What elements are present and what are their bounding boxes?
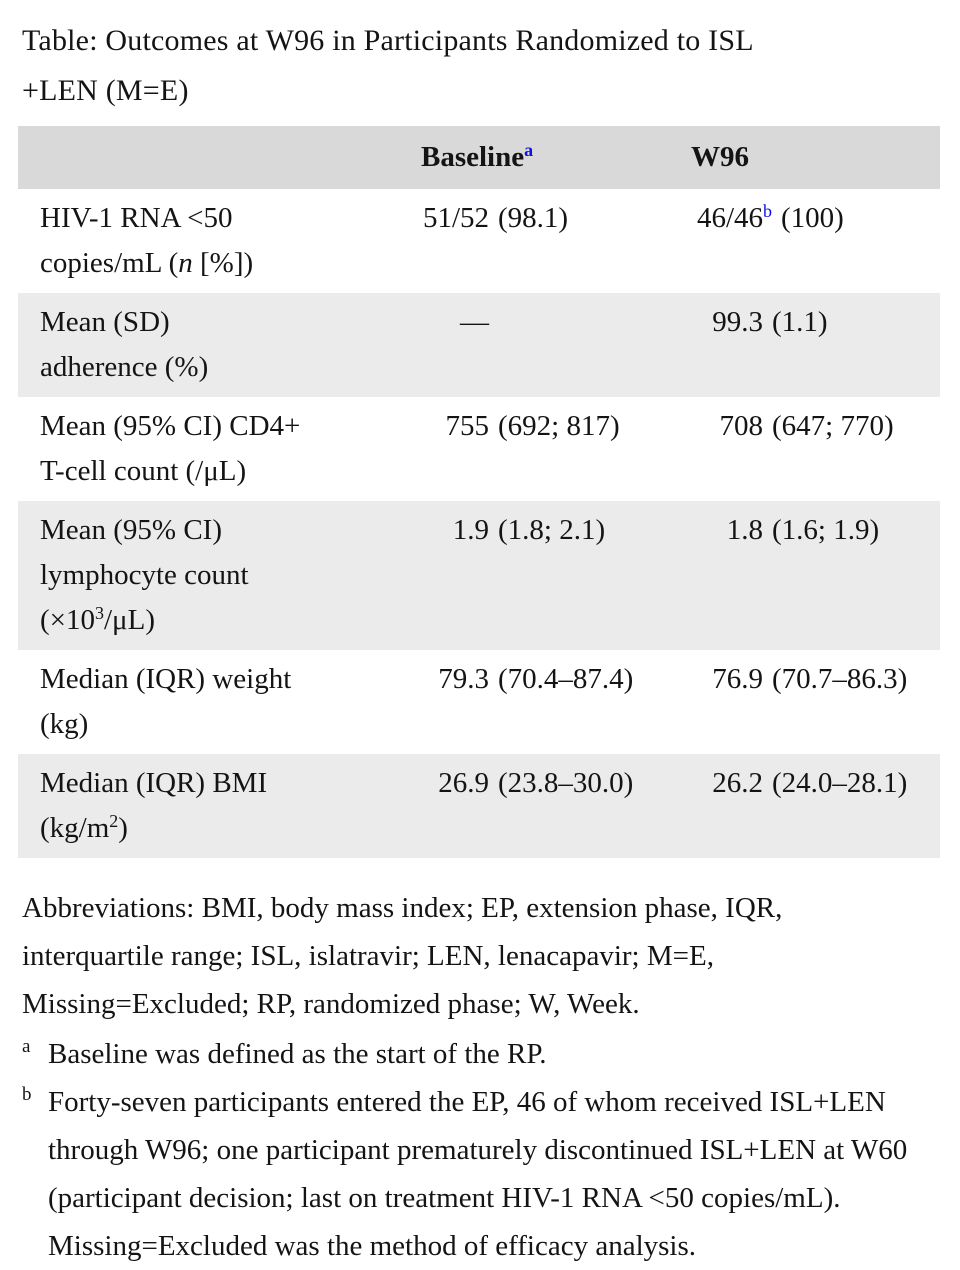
value-parenthetical: (692; 817) — [498, 410, 620, 442]
footnotes — [22, 884, 918, 1270]
row-label — [18, 189, 408, 293]
footnote-marker-a: a — [22, 1036, 31, 1057]
italic-text: n — [178, 247, 193, 279]
table-row — [18, 397, 940, 501]
footnote-list — [22, 1030, 918, 1270]
value-cell — [408, 189, 678, 293]
label-text: [%]) — [192, 247, 254, 279]
value-parenthetical: (1.6; 1.9) — [772, 514, 880, 546]
value-number: 79.3 — [438, 663, 489, 695]
label-text: lymphocyte count — [40, 559, 249, 591]
value-parenthetical: (98.1) — [498, 202, 569, 234]
label-text: HIV-1 RNA <50 — [40, 202, 233, 234]
value-cell — [408, 754, 678, 858]
value-cell — [408, 650, 678, 754]
value-parenthetical: (70.7–86.3) — [772, 663, 908, 695]
label-text: Mean (95% CI) CD4+ — [40, 410, 301, 442]
value-parenthetical: (24.0–28.1) — [772, 767, 908, 799]
value-number: 46/46 — [696, 202, 763, 234]
table-row — [18, 754, 940, 858]
footnote-text: Forty-seven participants entered the EP, 46 of whom received ISL+LEN through W96; one participant prematurely discontinued ISL+LEN at W60 (participant decision; last on treatment HIV-1 RNA <50 copies/mL). Missing=Excluded was the method of efficacy analysis. — [48, 1086, 908, 1262]
superscript-text: 2 — [109, 811, 119, 832]
value-cell — [678, 650, 940, 754]
value-number: 51/52 — [422, 202, 489, 234]
value-cell — [678, 501, 940, 650]
value-parenthetical: (70.4–87.4) — [498, 663, 634, 695]
value-cell — [678, 397, 940, 501]
value-number: 1.8 — [726, 514, 763, 546]
table-header-row — [18, 126, 940, 189]
label-text: T-cell count (/μL) — [40, 455, 247, 487]
value-cell — [408, 501, 678, 650]
row-label — [18, 650, 408, 754]
label-text: copies/mL ( — [40, 247, 179, 279]
value-cell — [678, 293, 940, 397]
table-title-line-2: +LEN (M=E) — [22, 74, 189, 107]
table-title — [22, 16, 940, 116]
value-parenthetical: (647; 770) — [772, 410, 894, 442]
outcomes-table — [18, 126, 940, 858]
table-row — [18, 293, 940, 397]
value-number: 708 — [719, 410, 763, 442]
row-label — [18, 754, 408, 858]
table-row — [18, 650, 940, 754]
header-baseline-label: Baseline — [421, 141, 525, 173]
footnote-text: Baseline was defined as the start of the RP. — [48, 1038, 547, 1070]
table-row — [18, 501, 940, 650]
label-text: Mean (SD) — [40, 306, 170, 338]
footnote-a — [22, 1030, 918, 1078]
table-row — [18, 189, 940, 293]
label-text: adherence (%) — [40, 351, 209, 383]
superscript-text: 3 — [95, 603, 104, 624]
header-cell-baseline — [408, 126, 678, 189]
table-body — [18, 189, 940, 858]
value-number: 1.9 — [452, 514, 489, 546]
value-number: — — [460, 306, 489, 338]
row-label — [18, 501, 408, 650]
row-label — [18, 397, 408, 501]
value-number: 755 — [445, 410, 489, 442]
label-text: (kg) — [40, 708, 89, 740]
footnote-b — [22, 1078, 918, 1270]
value-cell — [408, 293, 678, 397]
footnote-ref-a[interactable]: a — [524, 140, 534, 161]
value-number: 99.3 — [712, 306, 763, 338]
header-cell-w96 — [678, 126, 940, 189]
value-number: 26.2 — [712, 767, 763, 799]
value-parenthetical: (1.8; 2.1) — [498, 514, 606, 546]
label-text: (kg/m — [40, 812, 110, 844]
label-text: Mean (95% CI) — [40, 514, 223, 546]
value-cell — [678, 754, 940, 858]
label-text: Median (IQR) BMI — [40, 767, 268, 799]
label-text: (×10 — [40, 604, 96, 636]
label-text: Median (IQR) weight — [40, 663, 292, 695]
label-text: ) — [118, 812, 128, 844]
label-text: /μL) — [104, 604, 155, 636]
value-parenthetical: (100) — [780, 202, 844, 234]
header-w96-label: W96 — [691, 141, 749, 173]
value-cell — [408, 397, 678, 501]
value-parenthetical: (23.8–30.0) — [498, 767, 634, 799]
row-label — [18, 293, 408, 397]
value-parenthetical: (1.1) — [772, 306, 828, 338]
value-number: 76.9 — [712, 663, 763, 695]
table-title-line-1: Table: Outcomes at W96 in Participants Randomized to ISL — [22, 24, 754, 57]
abbreviations-text: Abbreviations: BMI, body mass index; EP, extension phase, IQR, interquartile range; ISL, islatravir; LEN, lenacapavir; M=E, Missing=Excluded; RP, randomized phase; W, Week. — [22, 892, 783, 1020]
footnote-ref-b[interactable]: b — [763, 201, 772, 222]
header-cell-empty — [18, 126, 408, 189]
footnote-marker-b: b — [22, 1084, 32, 1105]
value-cell — [678, 189, 940, 293]
value-number: 26.9 — [438, 767, 489, 799]
